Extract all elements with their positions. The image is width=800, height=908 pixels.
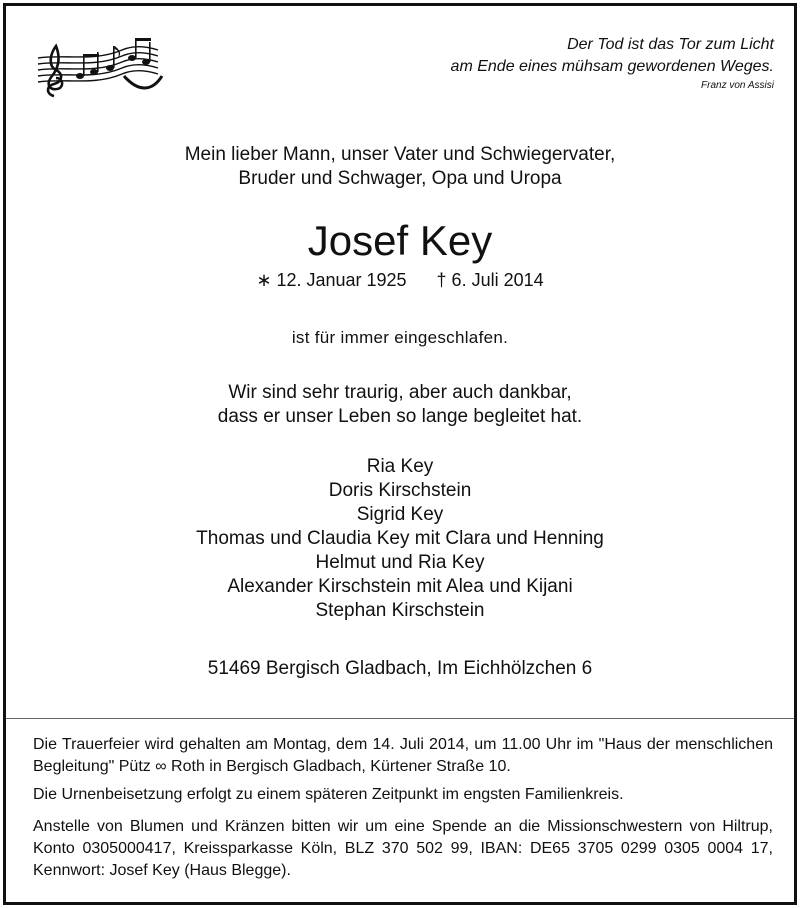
life-dates	[0, 269, 800, 291]
mourners-list	[0, 455, 800, 623]
mourner-name: Doris Kirschstein	[328, 480, 472, 501]
mourner-name: Thomas und Claudia Key mit Clara und Henning	[196, 528, 604, 549]
intro-line-1: Mein lieber Mann, unser Vater und Schwiegervater,	[184, 144, 616, 165]
burial-info: Die Urnenbeisetzung erfolgt zu einem späteren Zeitpunkt im engsten Familienkreis.	[33, 786, 624, 803]
death-date: † 6. Juli 2014	[436, 270, 544, 290]
intro-text	[0, 143, 800, 191]
epigraph-author: Franz von Assisi	[701, 80, 774, 91]
deceased-name: Josef Key	[307, 217, 493, 264]
music-notes-icon	[34, 36, 164, 111]
mourner-name: Helmut und Ria Key	[315, 552, 485, 573]
epigraph	[451, 34, 774, 94]
epigraph-line-1: Der Tod ist das Tor zum Licht	[567, 36, 774, 53]
intro-line-2: Bruder und Schwager, Opa und Uropa	[238, 168, 562, 189]
mourner-name: Stephan Kirschstein	[315, 600, 485, 621]
divider	[6, 718, 794, 719]
passed-away-text: ist für immer eingeschlafen.	[291, 328, 509, 347]
gratitude-text	[0, 381, 800, 429]
birth-date: ∗ 12. Januar 1925	[256, 270, 407, 290]
mourner-name: Sigrid Key	[356, 504, 444, 525]
mourner-name: Ria Key	[366, 456, 434, 477]
funeral-info: Die Trauerfeier wird gehalten am Montag, dem 14. Juli 2014, um 11.00 Uhr im "Haus der menschlichen Begleitung" Pütz ∞ Roth in Bergisch Gladbach, Kürtener Straße 10.	[33, 736, 773, 775]
gratitude-line-1: Wir sind sehr traurig, aber auch dankbar,	[228, 382, 572, 403]
donation-info: Anstelle von Blumen und Kränzen bitten wir um eine Spende an die Missionschwestern von Hiltrup, Konto 0305000417, Kreissparkasse Köln, BLZ 370 502 99, IBAN: DE65 3705 0299 0305 0004 17, Kennwort: Josef Key (Haus Blegge).	[33, 818, 773, 879]
family-address: 51469 Bergisch Gladbach, Im Eichhölzchen 6	[207, 658, 593, 679]
mourner-name: Alexander Kirschstein mit Alea und Kijani	[227, 576, 573, 597]
gratitude-line-2: dass er unser Leben so lange begleitet hat.	[217, 406, 583, 427]
epigraph-line-2: am Ende eines mühsam gewordenen Weges.	[450, 58, 774, 75]
